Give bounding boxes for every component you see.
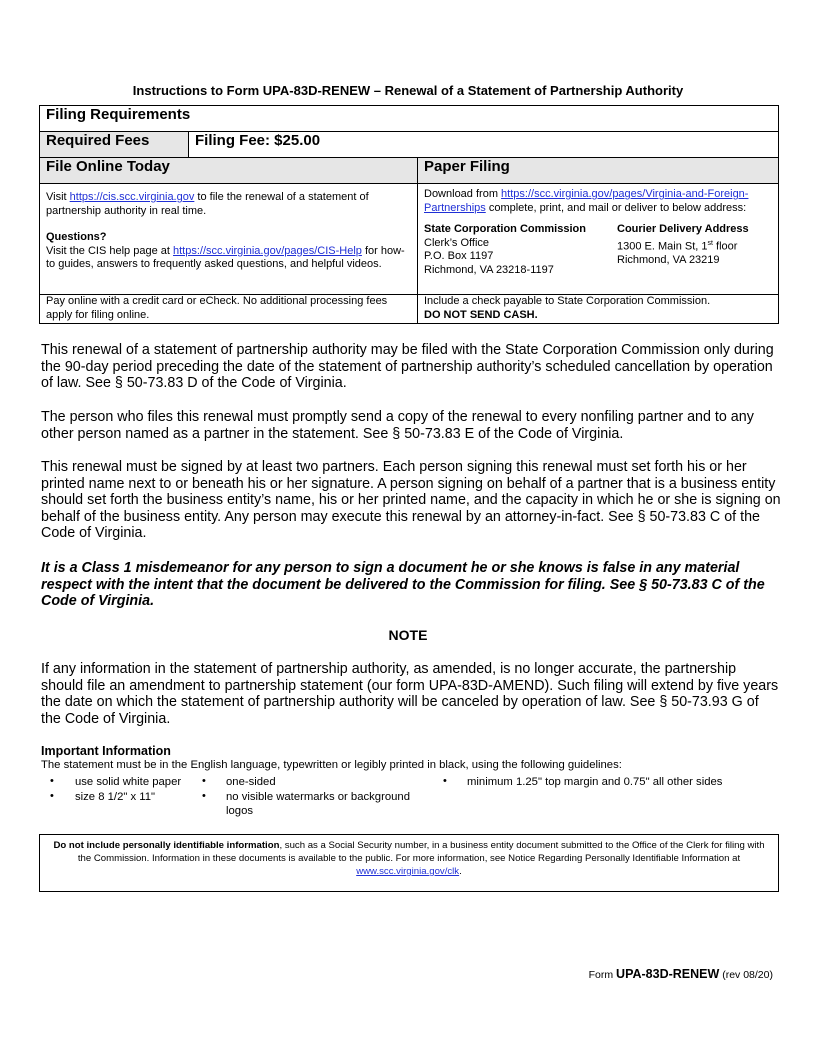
filing-fee: Filing Fee: $25.00: [189, 132, 779, 158]
clerk-link[interactable]: www.scc.virginia.gov/clk: [356, 866, 460, 877]
cis-help-link[interactable]: https://scc.virginia.gov/pages/CIS-Help: [173, 244, 362, 257]
bullet-icon: •: [202, 775, 206, 787]
bullet-icon: •: [202, 790, 206, 802]
file-online-heading: File Online Today: [40, 158, 418, 184]
guideline-item: no visible watermarks or background logos: [226, 791, 410, 817]
guideline-item: use solid white paper: [75, 776, 182, 788]
filing-requirements-table: [39, 105, 779, 324]
filing-requirements-heading: Filing Requirements: [40, 106, 779, 132]
important-info-heading: Important Information: [41, 744, 171, 758]
form-identifier: Form UPA-83D-RENEW (rev 08/20): [588, 967, 773, 981]
bullet-icon: •: [50, 790, 54, 802]
questions-label: Questions?: [46, 231, 107, 243]
guideline-item: size 8 1/2" x 11": [75, 791, 156, 803]
bullet-icon: •: [50, 775, 54, 787]
note-heading: NOTE: [388, 627, 428, 643]
courier-address: Courier Delivery Address 1300 E. Main St, 1st floor Richmond, VA 23219: [617, 223, 749, 266]
paragraph-signing: This renewal must be signed by at least two partners. Each person signing this renewal must set forth his or her printed name next to or beneath his or her signature. A person signing on behalf of a partner that is a business entity should set forth the business entity’s name, his or her printed name, and the capacity in which he or she is signing on behalf of the business entity. Any person may execute this renewal by an attorney-in-fact. See § 50-73.83 C of the Code of Virginia.: [41, 459, 781, 541]
bullet-icon: •: [443, 775, 447, 787]
paragraph-copy-notice: The person who files this renewal must promptly send a copy of the renewal to every nonfiling partner and to any other person named as a partner in the statement. See § 50-73.83 E of the Code of Virginia.: [41, 409, 754, 442]
pii-notice: Do not include personally identifiable information, such as a Social Security number, in a business entity document submitted to the Office of the Clerk for filing with the Commission. Information in these documents is available to the public. For more information, see Notice Regarding Personally Identifiable Information at www.scc.virginia.gov/clk.: [39, 834, 779, 892]
paragraph-filing-period: This renewal of a statement of partnership authority may be filed with the State Corporation Commission only during the 90-day period preceding the date of the statement of partnership authority’s scheduled cancellation by operation of law. See § 50-73.83 D of the Code of Virginia.: [41, 342, 774, 391]
paper-instructions: Download from https://scc.virginia.gov/pages/Virginia-and-Foreign-Partnerships complete, print, and mail or deliver to below address: State Corporation Commission Clerk’s Office P.O. Box 1197 Richmond, VA 23218-1197 Courier Delivery Address 1300 E. Main St, 1st floor Richmond, VA 23219: [418, 184, 779, 295]
online-payment-note: Pay online with a credit card or eCheck. No additional processing fees apply for filing online.: [40, 295, 418, 324]
guideline-item: minimum 1.25" top margin and 0.75" all other sides: [467, 776, 723, 788]
cis-link[interactable]: https://cis.scc.virginia.gov: [69, 191, 195, 203]
paragraph-misdemeanor-warning: It is a Class 1 misdemeanor for any person to sign a document he or she knows is false in any material respect with the intent that the document be delivered to the Commission for filing. See § 50-73.83 C of the Code of Virginia.: [41, 560, 765, 609]
online-instructions: Visit https://cis.scc.virginia.gov to file the renewal of a statement of partnership authority in real time. Questions? Visit the CIS help page at https://scc.virginia.gov/pages/CIS-Help for how-to guides, answers to frequently asked questions, and helpful videos.: [40, 184, 418, 295]
paragraph-amendment: If any information in the statement of partnership authority, as amended, is no longer accurate, the partnership should file an amendment to partnership statement (our form UPA-83D-AMEND). Such filing will extend by five years the date on which the statement of partnership authority will be canceled by operation of law. See § 50-73.93 G of the Code of Virginia.: [41, 661, 779, 727]
page-title: Instructions to Form UPA-83D-RENEW – Renewal of a Statement of Partnership Authority: [132, 83, 684, 98]
mailing-address: State Corporation Commission Clerk’s Office P.O. Box 1197 Richmond, VA 23218-1197: [424, 223, 586, 276]
important-info-intro: The statement must be in the English language, typewritten or legibly printed in black, using the following guidelines:: [41, 759, 622, 771]
paper-filing-heading: Paper Filing: [418, 158, 779, 184]
required-fees-label: Required Fees: [40, 132, 189, 158]
download-link[interactable]: https://scc.virginia.gov/pages/Virginia-and-Foreign-Partnerships: [424, 188, 749, 214]
paper-payment-note: Include a check payable to State Corporation Commission. DO NOT SEND CASH.: [418, 295, 779, 324]
guideline-item: one-sided: [226, 776, 276, 788]
